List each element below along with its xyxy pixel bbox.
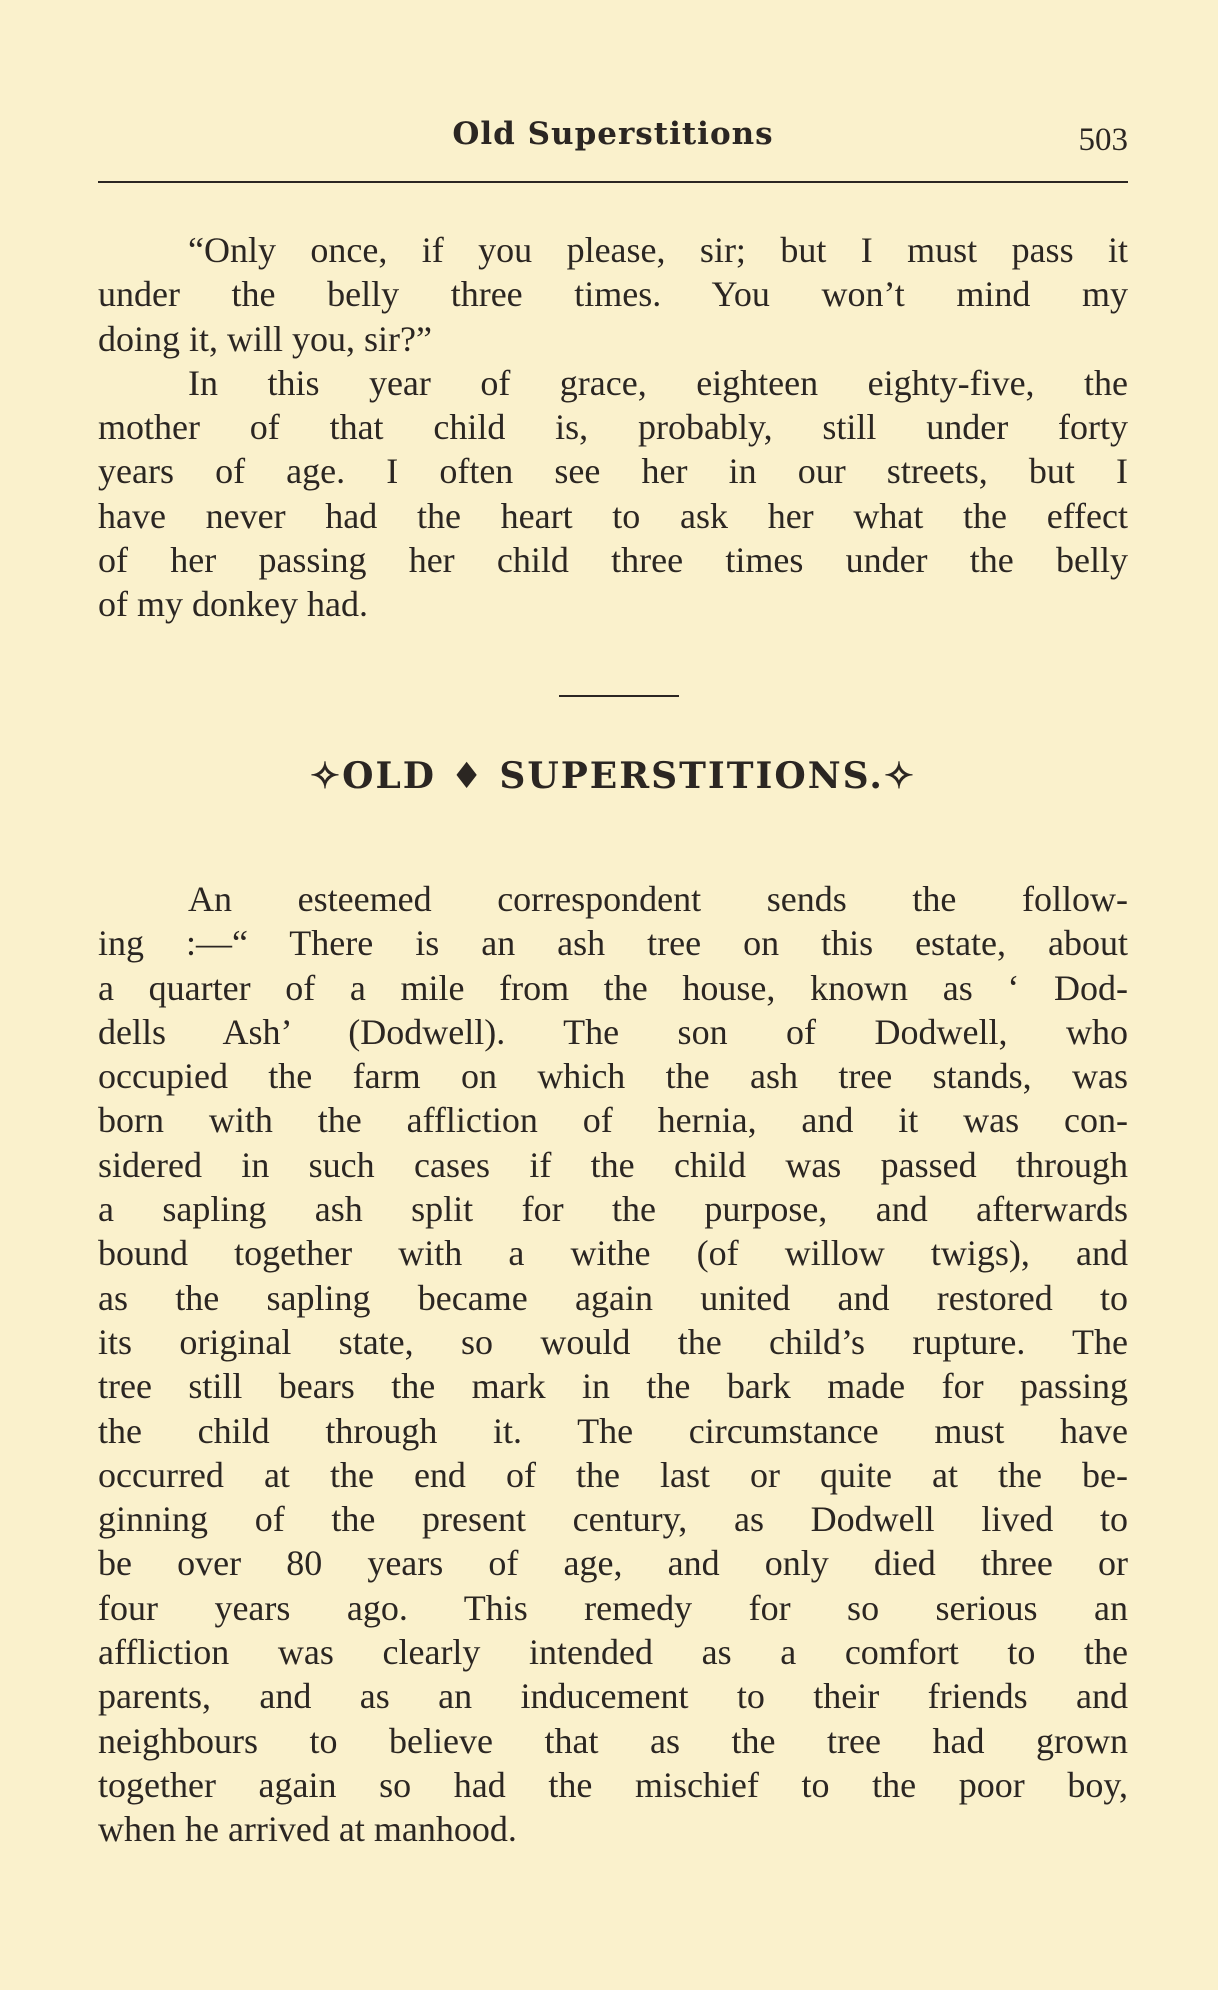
continued-paragraphs — [98, 228, 1128, 627]
section-heading: ✧OLD ♦ SUPERSTITIONS.✧ — [309, 755, 917, 797]
section-separator-rule — [559, 695, 679, 697]
text-line: have never had the heart to ask her what the effect — [98, 495, 1128, 536]
text-line: affliction was clearly intended as a comfort to the — [98, 1632, 1128, 1673]
text-line: sidered in such cases if the child was passed through — [98, 1144, 1128, 1185]
running-head — [98, 112, 1128, 162]
text-line: a sapling ash split for the purpose, and afterwards — [98, 1189, 1128, 1230]
text-line: bound together with a withe (of willow twigs), and — [98, 1233, 1128, 1274]
text-line: In this year of grace, eighteen eighty-five, the — [188, 362, 1128, 403]
text-line: under the belly three times. You won’t mind my — [98, 274, 1128, 315]
text-line: years of age. I often see her in our streets, but I — [98, 451, 1128, 492]
text-line: An esteemed correspondent sends the follow- — [188, 879, 1128, 919]
text-line: together again so had the mischief to the poor boy, — [98, 1764, 1128, 1805]
text-line: ing :—“ There is an ash tree on this estate, about — [98, 923, 1128, 964]
running-title: Old Superstitions — [452, 116, 774, 152]
text-line: neighbours to believe that as the tree had grown — [98, 1720, 1128, 1761]
text-line: occurred at the end of the last or quite at the be- — [98, 1454, 1128, 1495]
text-line: as the sapling became again united and restored to — [98, 1277, 1128, 1318]
text-line: its original state, so would the child’s rupture. The — [98, 1321, 1128, 1362]
text-line: when he arrived at manhood. — [98, 1809, 517, 1850]
text-line: doing it, will you, sir?” — [98, 318, 432, 359]
article-paragraph — [98, 877, 1128, 1852]
page-number: 503 — [1078, 122, 1128, 158]
text-line: of my donkey had. — [98, 584, 368, 625]
text-line: born with the affliction of hernia, and it was con- — [98, 1100, 1128, 1141]
text-line: mother of that child is, probably, still under forty — [98, 407, 1128, 448]
text-line: “Only once, if you please, sir; but I must pass it — [188, 230, 1128, 270]
text-line: dells Ash’ (Dodwell). The son of Dodwell, who — [98, 1011, 1128, 1052]
text-line: of her passing her child three times under the belly — [98, 540, 1128, 581]
text-line: ginning of the present century, as Dodwell lived to — [98, 1499, 1128, 1540]
text-line: a quarter of a mile from the house, known as ‘ Dod- — [98, 967, 1128, 1008]
text-line: tree still bears the mark in the bark made for passing — [98, 1366, 1128, 1407]
text-line: the child through it. The circumstance must have — [98, 1410, 1128, 1451]
text-line: four years ago. This remedy for so serious an — [98, 1587, 1128, 1628]
header-rule — [98, 181, 1128, 183]
text-line: be over 80 years of age, and only died three or — [98, 1543, 1128, 1584]
text-line: parents, and as an inducement to their friends and — [98, 1676, 1128, 1717]
text-line: occupied the farm on which the ash tree stands, was — [98, 1056, 1128, 1097]
